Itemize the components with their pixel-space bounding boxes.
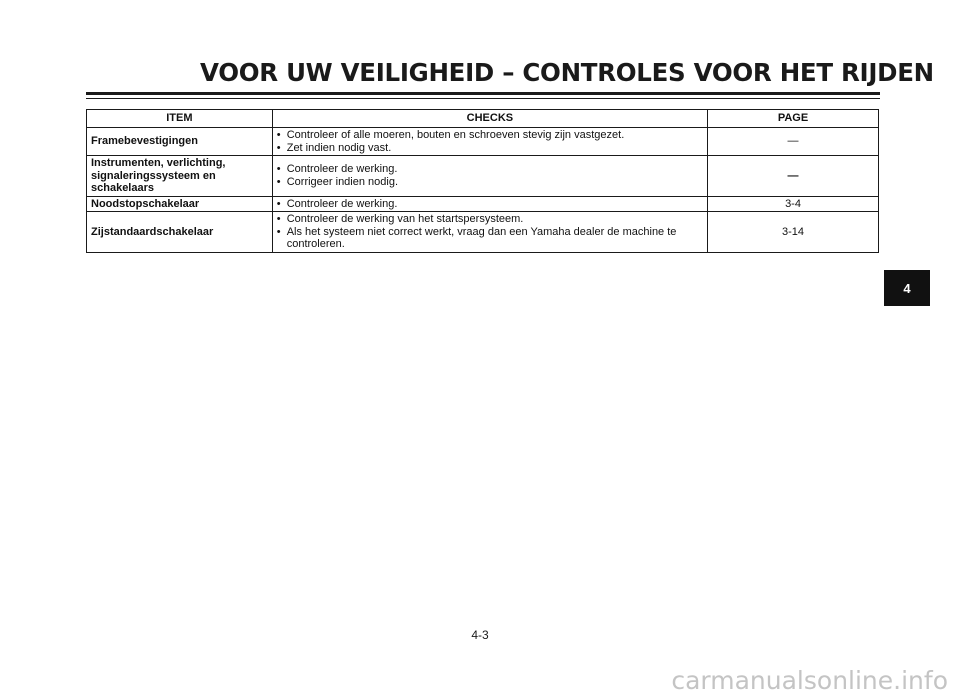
bullet-icon — [277, 213, 287, 225]
check-text: Corrigeer indien nodig. — [286, 175, 399, 188]
bullet-icon — [277, 176, 287, 188]
bullet-icon — [277, 163, 287, 175]
check-text: Controleer de werking. — [286, 163, 398, 176]
bullet-icon — [277, 129, 287, 141]
bullet-icon — [277, 198, 287, 210]
check-bullet — [277, 176, 703, 189]
check-bullet — [277, 163, 703, 176]
page-cell: — — [708, 128, 879, 156]
check-text: Als het systeem niet correct werkt, vraag dan een Yamaha dealer de machine te controleren. — [286, 225, 677, 250]
check-text: Zet indien nodig vast. — [286, 141, 392, 154]
check-bullet — [277, 142, 703, 155]
checks-cell — [272, 196, 707, 212]
page-cell: — — [708, 156, 879, 197]
check-text: Controleer de werking van het startspersysteem. — [286, 213, 524, 225]
page-number: 4-3 — [471, 628, 489, 642]
title-rule-thick — [86, 92, 880, 95]
table-row — [87, 156, 879, 197]
page-cell: 3-4 — [708, 196, 879, 212]
checks-cell — [272, 212, 707, 253]
checks-cell — [272, 156, 707, 197]
bullet-icon — [277, 142, 287, 154]
table-row — [87, 128, 879, 156]
column-header-item: ITEM — [87, 110, 273, 128]
check-text: Controleer of alle moeren, bouten en schroeven stevig zijn vastgezet. — [286, 129, 625, 141]
checks-cell — [272, 128, 707, 156]
column-header-checks: CHECKS — [272, 110, 707, 128]
item-cell: Noodstopschakelaar — [87, 196, 273, 212]
page-cell: 3-14 — [708, 212, 879, 253]
column-header-page: PAGE — [708, 110, 879, 128]
checks-table — [86, 109, 879, 253]
table-header-row — [87, 110, 879, 128]
title-rule-thin — [86, 98, 880, 99]
page-title: VOOR UW VEILIGHEID – CONTROLES VOOR HET RIJDEN — [200, 58, 934, 87]
table-row — [87, 212, 879, 253]
item-cell: Instrumenten, verlichting, signaleringssysteem en schakelaars — [87, 156, 273, 197]
bullet-icon — [277, 226, 287, 238]
item-cell: Framebevestigingen — [87, 128, 273, 156]
chapter-tab: 4 — [884, 270, 930, 306]
check-bullet — [277, 226, 703, 251]
check-bullet — [277, 129, 703, 142]
watermark-text: carmanualsonline.info — [671, 666, 948, 695]
check-bullet — [277, 198, 703, 211]
item-cell: Zijstandaardschakelaar — [87, 212, 273, 253]
check-text: Controleer de werking. — [286, 197, 398, 210]
check-bullet — [277, 213, 703, 226]
table-row — [87, 196, 879, 212]
